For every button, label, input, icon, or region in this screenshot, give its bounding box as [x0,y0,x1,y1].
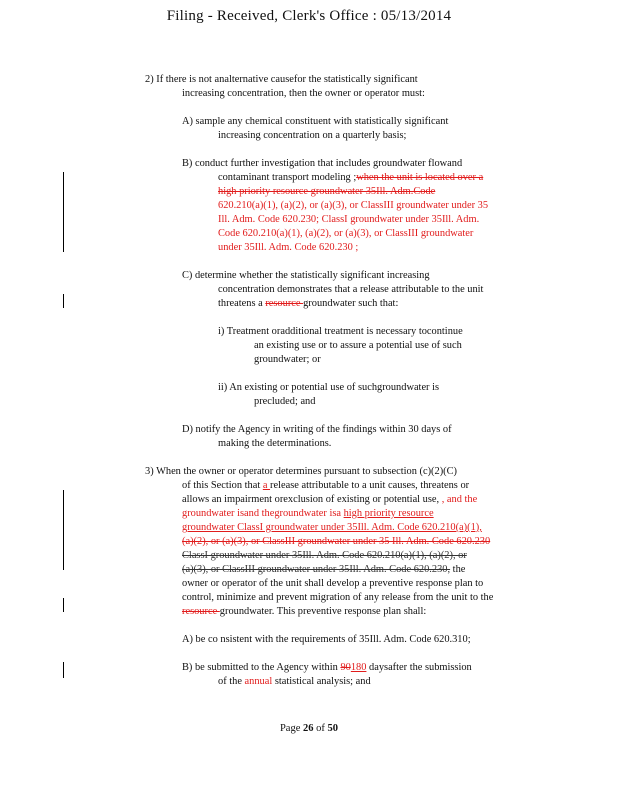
deleted-text: high priority resource groundwater 35Ill. Adm.Code [218,186,436,197]
plain-text: release attributable to a unit causes, threatens or [270,480,470,491]
item3-text: 3) When the owner or operator determines pursuant to subsection (c)(2)(C) [145,466,458,477]
item3-text [182,605,426,618]
inserted-text [182,507,434,520]
deleted-text: resource [265,298,304,309]
item3-b-text [218,675,371,688]
plain-text: the [450,564,466,575]
deleted-text: ClassI groundwater under 35Ill. Adm. Code 620.210(a)(1), (a)(2), or [182,550,467,561]
item2-a-text: A) sample any chemical constituent with statistically significant [182,116,449,127]
item2-b-text: B) conduct further investigation that includes groundwater flowand [182,158,463,169]
item2-c-i-text: groundwater; or [254,354,321,365]
plain-text: contaminant transport modeling ; [218,172,357,183]
page-footer [0,723,618,734]
change-bar [63,490,64,570]
inserted-text: Code 620.210(a)(1), (a)(2), or (a)(3), or ClassIII groundwater [218,228,474,239]
page-number: 26 [303,723,314,734]
item2-a-text: increasing concentration on a quarterly basis; [218,130,407,141]
plain-text: groundwater such that: [303,298,399,309]
deleted-text: resource [182,606,220,617]
item2-c-ii-text: precluded; and [254,396,316,407]
item2-d-text: making the determinations. [218,438,332,449]
item2-c-ii-text: ii) An existing or potential use of suchgroundwater is [218,382,440,393]
item3-text: control, minimize and prevent migration of any release from the unit to the [182,592,494,603]
page-total: 50 [327,723,339,734]
deleted-text: (a)(2), or (a)(3), or ClassIII groundwater under 35 Ill. Adm. Code 620.230 [182,536,491,547]
inserted-text: Ill. Adm. Code 620.230; ClassI groundwater under 35Ill. Adm. [218,214,480,225]
change-bar [63,662,64,678]
item2-b-text [218,171,483,184]
plain-text: of the [218,676,245,687]
item3-text [182,479,469,492]
of-label: of [316,723,325,734]
filing-header: Filing - Received, Clerk's Office : 05/13/2014 [166,8,452,24]
deleted-text: 90 [340,662,351,673]
plain-text: daysafter the submission [366,662,472,673]
change-bar [63,598,64,612]
item3-text [182,493,477,506]
plain-text: B) be submitted to the Agency within [182,662,341,673]
inserted-text: 180 [350,662,367,673]
deleted-text: (a)(3), or ClassIII groundwater under 35Ill. Adm. Code 620.230, [182,564,451,575]
item2-text: 2) If there is not analternative causefor the statistically significant [145,74,418,85]
item3-text [182,563,465,576]
item3-text: owner or operator of the unit shall develop a preventive response plan to [182,578,484,589]
item2-c-i-text: an existing use or to assure a potential use of such [254,340,462,351]
plain-text: threatens a [218,298,266,309]
inserted-text: , and the [441,494,478,505]
plain-text: groundwater. This preventive response plan shall: [219,606,427,617]
item2-c-i-text: i) Treatment oradditional treatment is necessary tocontinue [218,326,463,337]
plain-text: allows an impairment orexclusion of existing or potential use, [182,494,442,505]
inserted-text: a [262,480,271,491]
plain-text: of this Section that [182,480,263,491]
item2-d-text: D) notify the Agency in writing of the findings within 30 days of [182,424,452,435]
inserted-text: under 35Ill. Adm. Code 620.230 ; [218,242,359,253]
inserted-text: annual [244,676,273,687]
plain-text: statistical analysis; and [272,676,371,687]
inserted-text: groundwater ClassI groundwater under 35Ill. Adm. Code 620.210(a)(1), [182,522,482,533]
item2-c-text: concentration demonstrates that a release attributable to the unit [218,284,484,295]
item2-c-text: C) determine whether the statistically significant increasing [182,270,430,281]
page-label: Page [279,723,301,734]
inserted-text: 620.210(a)(1), (a)(2), or (a)(3), or ClassIII groundwater under 35 [218,200,489,211]
change-bar [63,172,64,252]
change-bar [63,294,64,308]
inserted-text: high priority resource [343,508,434,519]
item3-b-text [182,661,472,674]
item2-c-text [218,297,398,310]
item2-text: increasing concentration, then the owner or operator must: [182,88,425,99]
item3-a-text: A) be co nsistent with the requirements of 35Ill. Adm. Code 620.310; [182,634,471,645]
deleted-text: when the unit is located over a [356,172,484,183]
inserted-text: groundwater isand thegroundwater isa [182,508,344,519]
